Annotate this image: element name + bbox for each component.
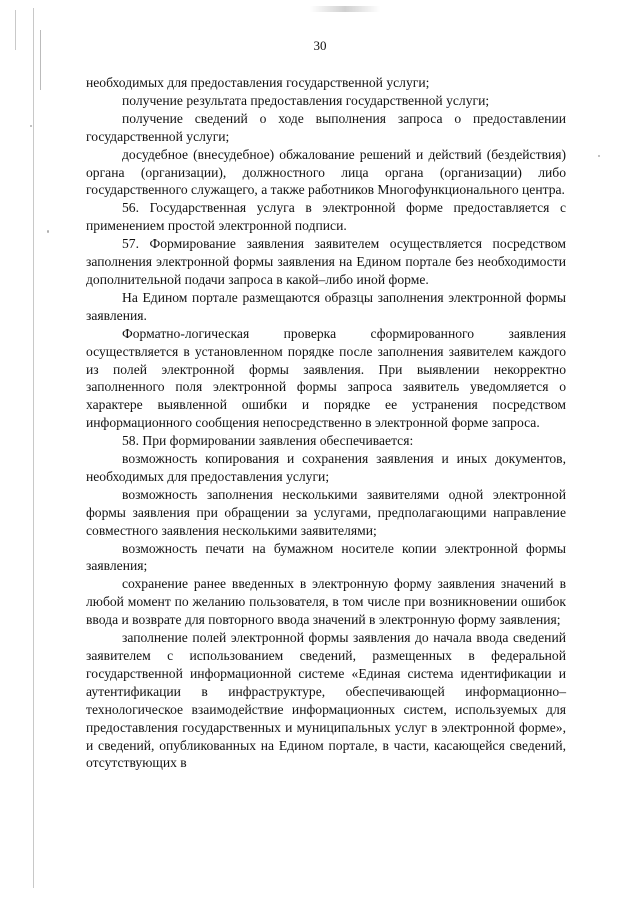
scan-speck bbox=[30, 125, 32, 127]
paragraph: возможность копирования и сохранения заявления и иных документов, необходимых для предоставления услуги; bbox=[86, 451, 566, 484]
scan-speck bbox=[47, 230, 49, 233]
scan-smudge bbox=[310, 6, 380, 12]
paragraph: На Едином портале размещаются образцы заполнения электронной формы заявления. bbox=[86, 289, 566, 323]
paragraph: возможность печати на бумажном носителе копии электронной формы заявления; bbox=[86, 540, 566, 574]
paragraph: сохранение ранее введенных в электронную форму заявления значений в любой момент по желанию пользователя, в том числе при возникновении ошибок ввода и возврате для повторного ввода значений в электронную форму заявления; bbox=[86, 576, 566, 628]
paragraph: 57. Формирование заявления заявителем осуществляется посредством заполнения электронной формы заявления на Едином портале без необходимости дополнительной подачи запроса в какой–либо иной форме. bbox=[86, 236, 566, 287]
page-number: 30 bbox=[313, 38, 327, 53]
scan-margin-line bbox=[33, 8, 34, 888]
paragraph: необходимых для предоставления государственной услуги; bbox=[86, 75, 430, 90]
paragraph: досудебное (внесудебное) обжалование решений и действий (бездействия) органа (организации), должностного лица органа (организации) либо государственного служащего, а также работников Многофункционального центра. bbox=[86, 146, 566, 198]
scan-speck bbox=[598, 155, 600, 157]
paragraph: Форматно-логическая проверка сформированного заявления осуществляется в установленном порядке после заполнения заявителем каждого из полей электронной формы заявления. При выявлении некорректно заполненного поля электронной формы запроса заявитель уведомляется о характере выявленной ошибки и порядке ее устранения посредством информационного сообщения непосредственно в электронной форме запроса. bbox=[86, 325, 566, 431]
paragraph: заполнение полей электронной формы заявления до начала ввода сведений заявителем с использованием сведений, размещенных в федеральной государственной информационной системе «Единая система идентификации и аутентификации в инфраструктуре, обеспечивающей информационно–технологическое взаимодействие информационных систем, используемых для предоставления государственных и муниципальных услуг в электронной форме», и сведений, опубликованных на Едином портале, в части, касающейся сведений, отсутствующих в bbox=[86, 630, 566, 771]
document-body bbox=[86, 74, 566, 772]
paragraph: 56. Государственная услуга в электронной форме предоставляется с применением простой электронной подписи. bbox=[86, 200, 566, 234]
paragraph: 58. При формировании заявления обеспечивается: bbox=[122, 433, 414, 449]
paragraph: возможность заполнения несколькими заявителями одной электронной формы заявления при обращении за услугами, предполагающими направление совместного заявления несколькими заявителями; bbox=[86, 486, 566, 538]
paragraph: получение результата предоставления государственной услуги; bbox=[122, 92, 490, 108]
paragraph: получение сведений о ходе выполнения запроса о предоставлении государственной услуги; bbox=[86, 110, 566, 144]
